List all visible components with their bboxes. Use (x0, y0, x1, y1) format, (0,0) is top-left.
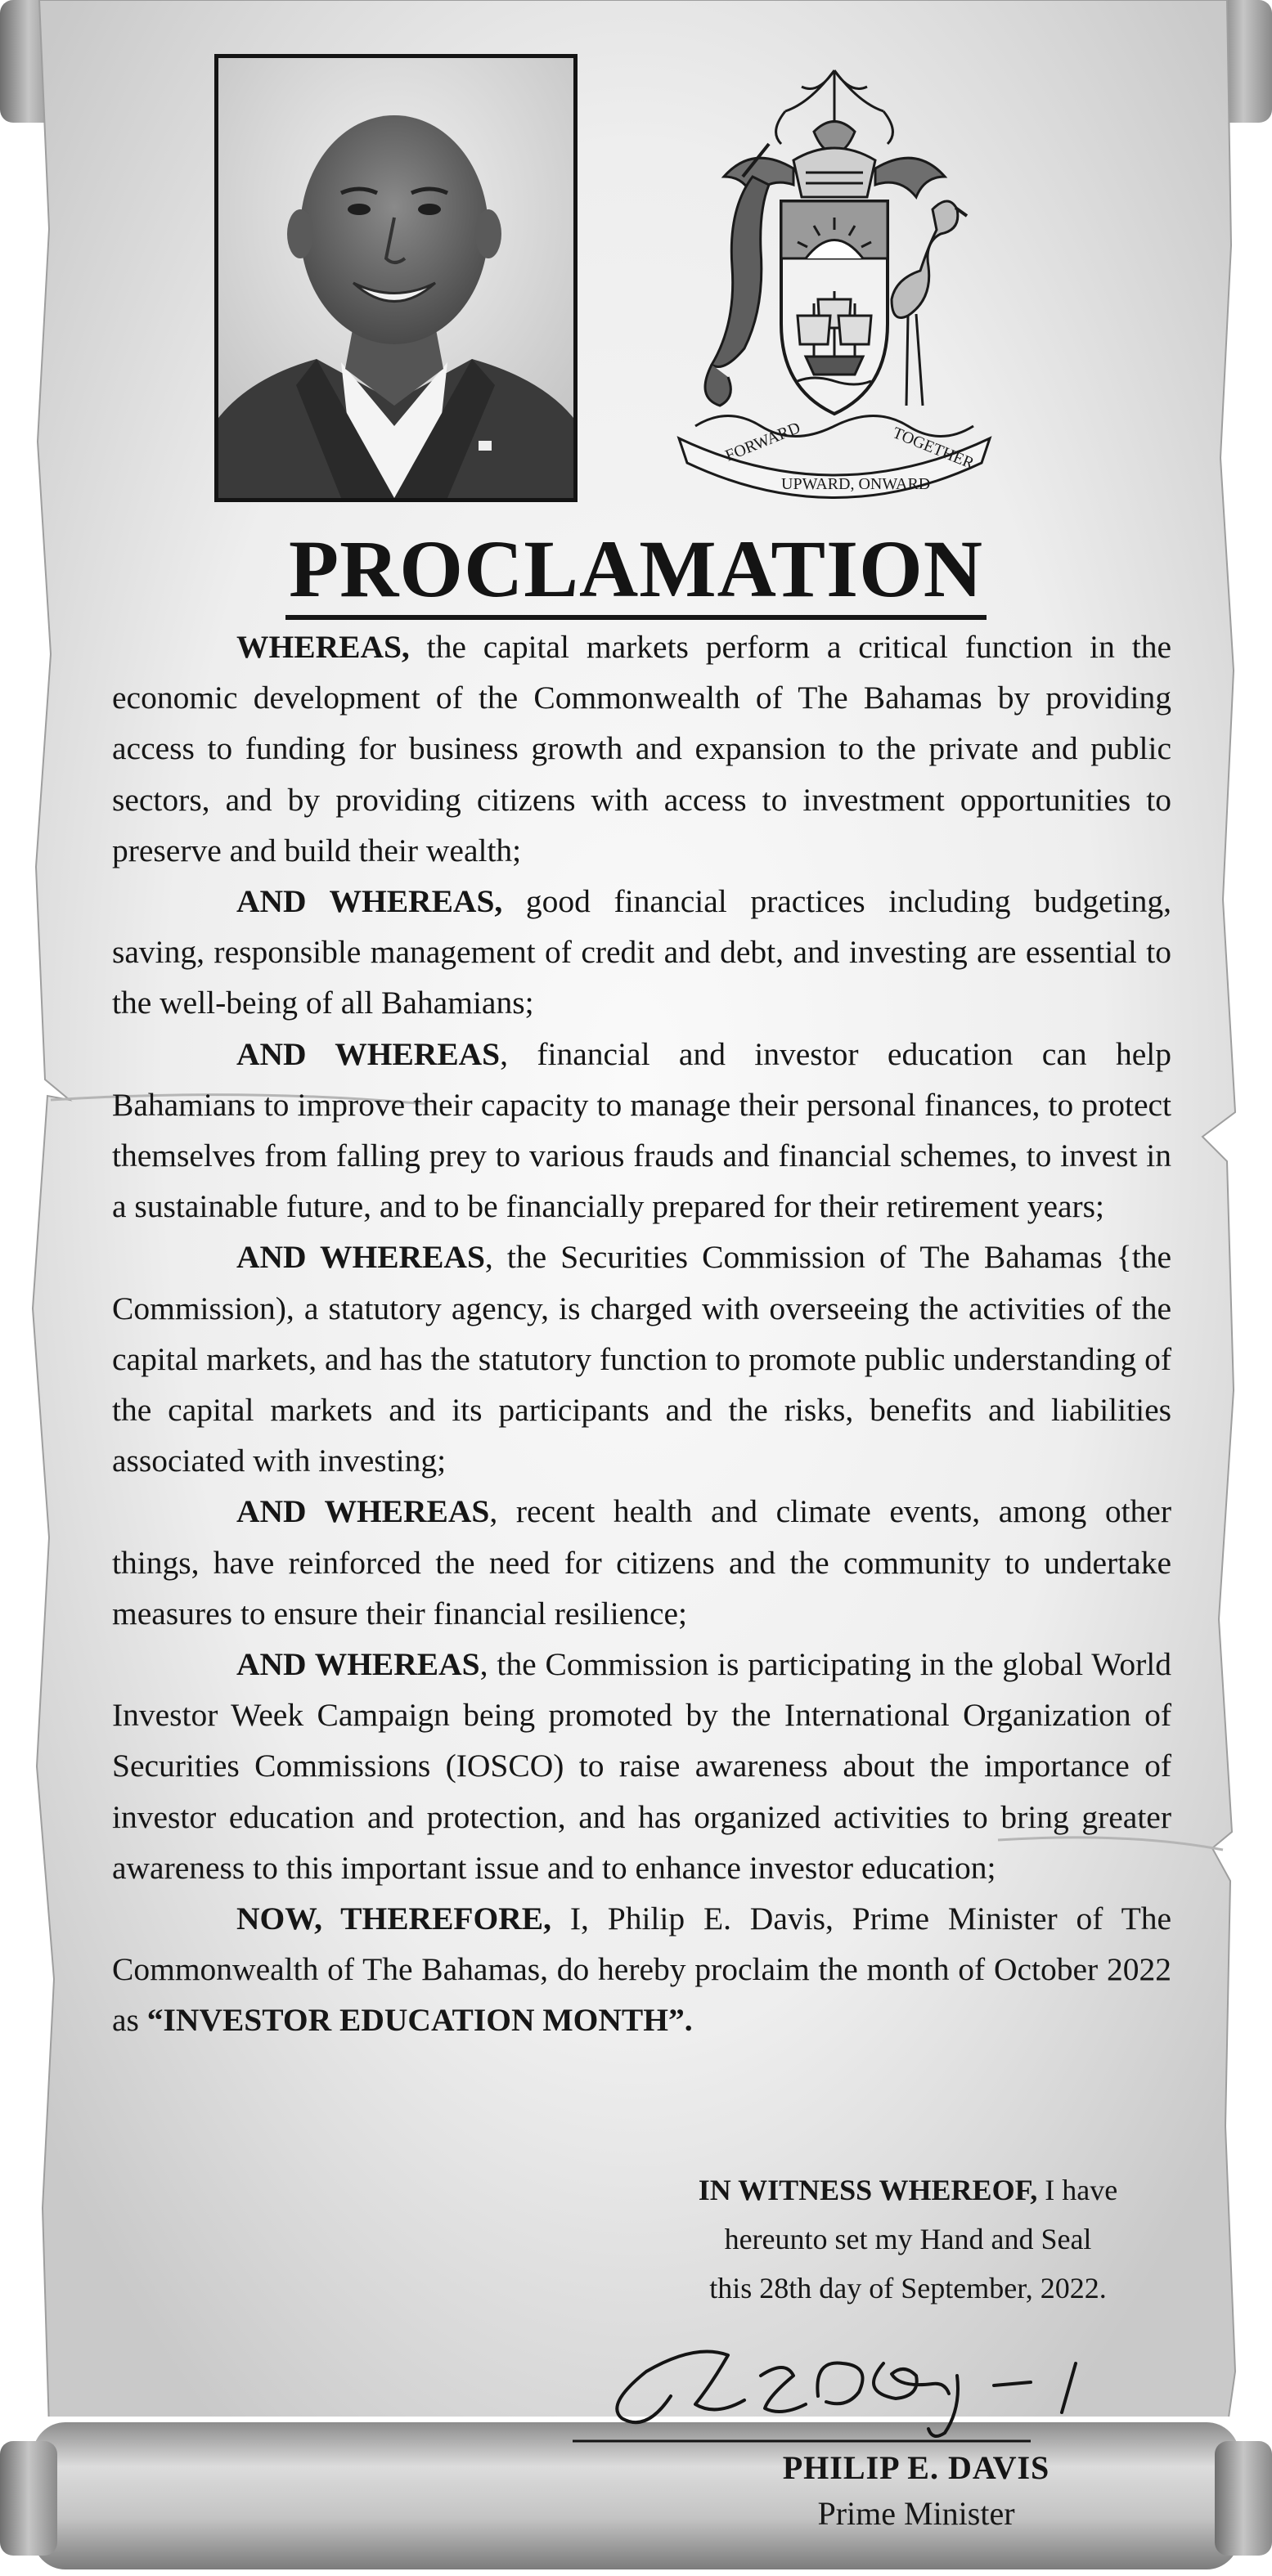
crest-motto-bottom: UPWARD, ONWARD (781, 475, 931, 493)
prime-minister-portrait (214, 54, 578, 502)
whereas-paragraph (112, 1639, 1171, 1893)
paragraph-lead: AND WHEREAS (236, 1035, 501, 1072)
witness-line-3: this 28th day of September, 2022. (709, 2272, 1107, 2304)
proclamation-paragraph (112, 1893, 1171, 2046)
crest-motto-right: TOGETHER (890, 424, 977, 473)
paragraph-text: I, Philip E. Davis, Prime Minister of The Commonwealth of The Bahamas, do hereby proclaim the month of October 2022 as (112, 1901, 1171, 2039)
witness-block (622, 2165, 1194, 2313)
crest-motto-left: FORWARD (722, 419, 803, 465)
proclamation-title (0, 523, 1272, 620)
paragraph-text: the capital markets perform a critical function in the economic development of the Commonwealth of The Bahamas by providing access to funding for business growth and expansion to the private and public sectors, and by providing citizens with access to investment opportunities to preserve and build their wealth; (112, 629, 1171, 868)
paragraph-lead: NOW, THEREFORE, (236, 1901, 552, 1937)
paragraph-lead: AND WHEREAS (236, 1646, 480, 1683)
handwritten-signature (573, 2327, 1137, 2445)
signer-name: PHILIP E. DAVIS (782, 2449, 1050, 2486)
witness-lead: IN WITNESS WHEREOF, (698, 2174, 1038, 2206)
whereas-paragraph (112, 1029, 1171, 1232)
whereas-paragraph (112, 876, 1171, 1029)
paragraph-text: , recent health and climate events, among other things, have reinforced the need for citizens and the community to undertake measures to ensure their financial resilience; (112, 1493, 1171, 1631)
paragraph-text: good financial practices including budgeting, saving, responsible management of credit and debt, and investing are essential to the well-being of all Bahamians; (112, 883, 1171, 1021)
bahamas-coat-of-arms (646, 54, 1023, 512)
paragraph-text: , the Commission is participating in the global World Investor Week Campaign being promoted by the International Organization of Securities Commissions (IOSCO) to raise awareness about the importance of investor education and protection, and has organized activities to bring greater awareness to this important issue and to enhance investor education; (112, 1646, 1171, 1886)
paragraph-lead: AND WHEREAS, (236, 883, 503, 920)
whereas-paragraph (112, 1232, 1171, 1486)
signer-block (712, 2445, 1121, 2537)
witness-line-1-rest: I have (1037, 2174, 1118, 2206)
bottom-left-roll-end (0, 2441, 57, 2556)
paragraph-text: , financial and investor education can help Bahamians to improve their capacity to manage their personal finances, to protect themselves from falling prey to various frauds and financial schemes, to invest in a sustainable future, and to be financially prepared for their retirement years; (112, 1035, 1171, 1225)
paragraph-lead: AND WHEREAS (236, 1493, 490, 1530)
paragraph-lead: AND WHEREAS (236, 1239, 485, 1276)
witness-line-2: hereunto set my Hand and Seal (724, 2223, 1092, 2255)
bottom-right-roll-end (1215, 2441, 1272, 2556)
paragraph-lead: WHEREAS, (236, 629, 410, 665)
proclaimed-month: “INVESTOR EDUCATION MONTH”. (146, 2002, 693, 2039)
paragraph-text: , the Securities Commission of The Bahamas {the Commission), a statutory agency, is charged with overseeing the activities of the capital markets, and has the statutory function to promote public understanding of the capital markets and its participants and the risks, benefits and liabilities associated with investing; (112, 1239, 1171, 1479)
title-text: PROCLAMATION (285, 523, 987, 620)
signer-role: Prime Minister (817, 2495, 1015, 2532)
proclamation-body (112, 622, 1171, 2046)
whereas-paragraph (112, 1486, 1171, 1639)
witness-line-1 (622, 2165, 1194, 2215)
whereas-paragraph (112, 622, 1171, 876)
